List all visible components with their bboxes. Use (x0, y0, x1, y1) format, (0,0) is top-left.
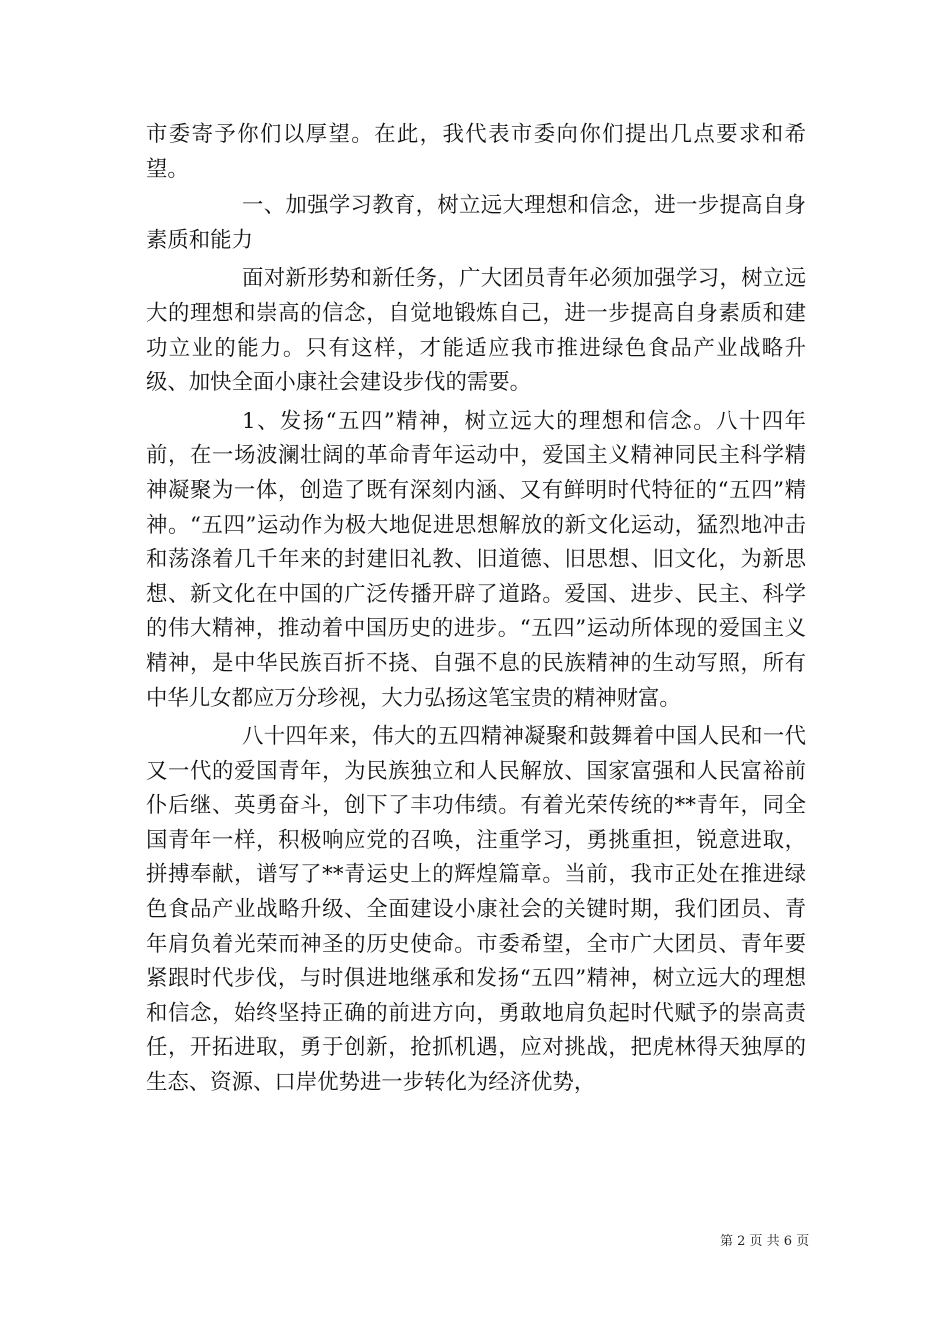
document-body (146, 118, 806, 1101)
paragraph-learning: 面对新形势和新任务，广大团员青年必须加强学习，树立远大的理想和崇高的信念，自觉地锻炼自己，进一步提高自身素质和建功立业的能力。只有这样，才能适应我市推进绿色食品产业战略升级、加快全面小康社会建设步伐的需要。 (146, 266, 806, 396)
page-number-footer: 第 2 页 共 6 页 (720, 1234, 810, 1249)
paragraph-may-fourth-spirit: 1、发扬“五四”精神，树立远大的理想和信念。八十四年前，在一场波澜壮阔的革命青年运动中，爱国主义精神同民主科学精神凝聚为一体，创造了既有深刻内涵、又有鲜明时代特征的“五四”精神。“五四”运动作为极大地促进思想解放的新文化运动，猛烈地冲击和荡涤着几千年来的封建旧礼教、旧道德、旧思想、旧文化，为新思想、新文化在中国的广泛传播开辟了道路。爱国、进步、民主、科学的伟大精神，推动着中国历史的进步。“五四”运动所体现的爱国主义精神，是中华民族百折不挠、自强不息的民族精神的生动写照，所有中华儿女都应万分珍视，大力弘扬这笔宝贵的精神财富。 (146, 408, 806, 711)
paragraph-eighty-four-years: 八十四年来，伟大的五四精神凝聚和鼓舞着中国人民和一代又一代的爱国青年，为民族独立和人民解放、国家富强和人民富裕前仆后继、英勇奋斗，创下了丰功伟绩。有着光荣传统的**青年，同全国青年一样，积极响应党的召唤，注重学习，勇挑重担，锐意进取，拼搏奉献，谱写了**青运史上的辉煌篇章。当前，我市正处在推进绿色食品产业战略升级、全面建设小康社会的关键时期，我们团员、青年肩负着光荣而神圣的历史使命。市委希望，全市广大团员、青年要紧跟时代步伐，与时俱进地继承和发扬“五四”精神，树立远大的理想和信念，始终坚持正确的前进方向，勇敢地肩负起时代赋予的崇高责任，开拓进取，勇于创新，抢抓机遇，应对挑战，把虎林得天独厚的生态、资源、口岸优势进一步转化为经济优势， (146, 724, 806, 1096)
section-heading: 一、加强学习教育，树立远大理想和信念，进一步提高自身素质和能力 (146, 193, 806, 253)
paragraph-intro: 市委寄予你们以厚望。在此，我代表市委向你们提出几点要求和希望。 (146, 122, 806, 182)
